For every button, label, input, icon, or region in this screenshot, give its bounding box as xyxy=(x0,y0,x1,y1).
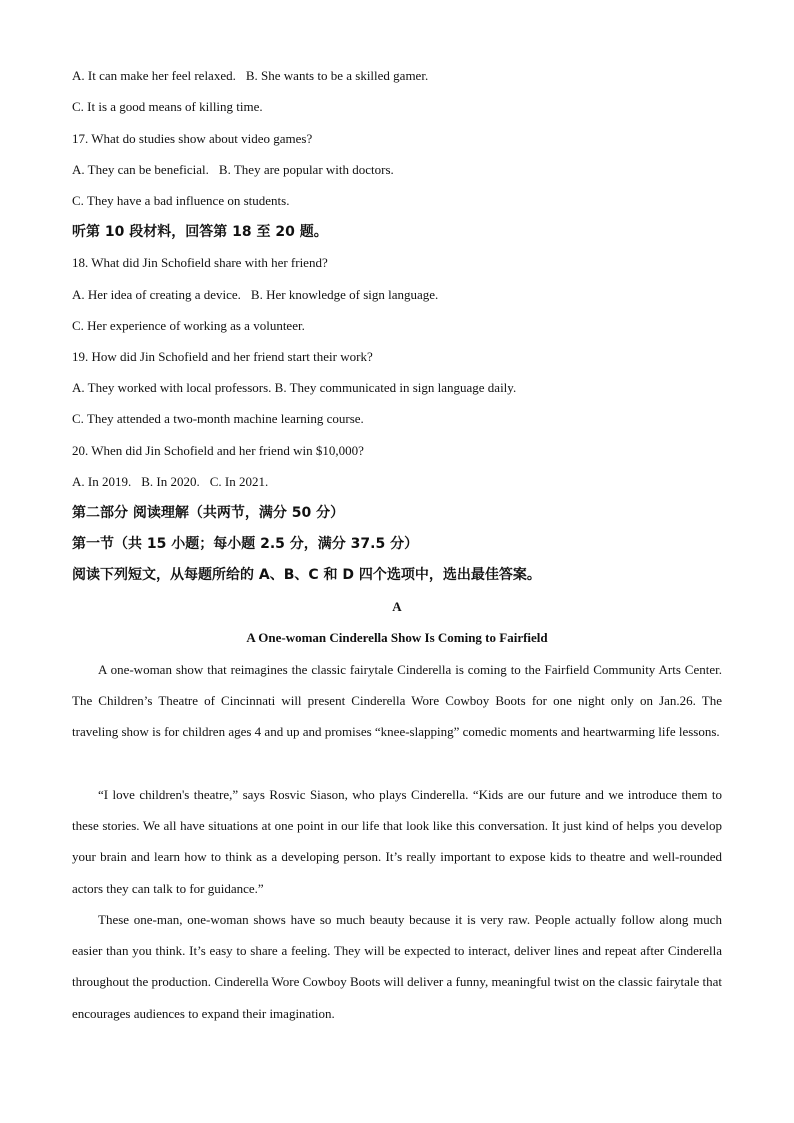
passage-letter: A xyxy=(392,599,402,614)
q19-option-a: A. They worked with local professors. xyxy=(72,380,272,395)
q20-option-a: A. In 2019. xyxy=(72,474,132,489)
q16-option-a: A. It can make her feel relaxed. xyxy=(72,68,236,83)
q20-options xyxy=(72,473,268,491)
q18-question: 18. What did Jin Schofield share with her friend? xyxy=(72,255,328,270)
q20-question: 20. When did Jin Schofield and her friend win $10,000? xyxy=(72,443,364,458)
passage-title: A One-woman Cinderella Show Is Coming to Fairfield xyxy=(246,630,548,645)
q19-options-ab xyxy=(72,379,516,397)
q16-options-ab xyxy=(72,67,428,85)
section10-instruction: 听第 10 段材料，回答第 18 至 20 题。 xyxy=(72,224,328,240)
q16-option-c: C. It is a good means of killing time. xyxy=(72,99,263,114)
q18-options-ab xyxy=(72,286,438,304)
reading-instruction: 阅读下列短文，从每题所给的 A、B、C 和 D 四个选项中，选出最佳答案。 xyxy=(72,567,541,583)
q20-option-b: B. In 2020. xyxy=(141,474,200,489)
q17-question: 17. What do studies show about video games? xyxy=(72,131,313,146)
q17-options-ab xyxy=(72,161,394,179)
q18-option-c: C. Her experience of working as a volunteer. xyxy=(72,318,305,333)
passage-paragraph-1: A one-woman show that reimagines the classic fairytale Cinderella is coming to the Fairfield Community Arts Center. The Children’s Theatre of Cincinnati will present Cinderella Wore Cowboy Boots for one night only on Jan.26. The traveling show is for children ages 4 and up and promises “knee-slapping” comedic moments and heartwarming life lessons. xyxy=(72,662,722,740)
q17-option-b: B. They are popular with doctors. xyxy=(218,162,394,177)
q19-option-b: B. They communicated in sign language daily. xyxy=(274,380,517,395)
part2-heading: 第二部分 阅读理解（共两节，满分 50 分） xyxy=(72,505,345,521)
q19-question: 19. How did Jin Schofield and her friend start their work? xyxy=(72,349,373,364)
q20-option-c: C. In 2021. xyxy=(209,474,269,489)
q17-option-c: C. They have a bad influence on students. xyxy=(72,193,290,208)
passage-paragraph-2: “I love children's theatre,” says Rosvic Siason, who plays Cinderella. “Kids are our future and we introduce them to these stories. We all have situations at one point in our life that look like this conversation. It just kind of helps you develop your brain and learn how to think as a developing person. It’s really important to expose kids to theatre and well-rounded actors they can talk to for guidance.” xyxy=(72,787,722,896)
q18-option-b: B. Her knowledge of sign language. xyxy=(250,287,439,302)
section1-heading: 第一节（共 15 小题；每小题 2.5 分，满分 37.5 分） xyxy=(72,536,419,552)
q19-option-c: C. They attended a two-month machine learning course. xyxy=(72,411,364,426)
q16-option-b: B. She wants to be a skilled gamer. xyxy=(245,68,429,83)
passage-paragraph-3: These one-man, one-woman shows have so much beauty because it is very raw. People actually follow along much easier than you think. It’s easy to share a feeling. They will be expected to interact, deliver lines and repeat after Cinderella throughout the production. Cinderella Wore Cowboy Boots will deliver a funny, meaningful twist on the classic fairytale that encourages audiences to expand their imagination. xyxy=(72,912,722,1021)
q17-option-a: A. They can be beneficial. xyxy=(72,162,209,177)
q18-option-a: A. Her idea of creating a device. xyxy=(72,287,241,302)
